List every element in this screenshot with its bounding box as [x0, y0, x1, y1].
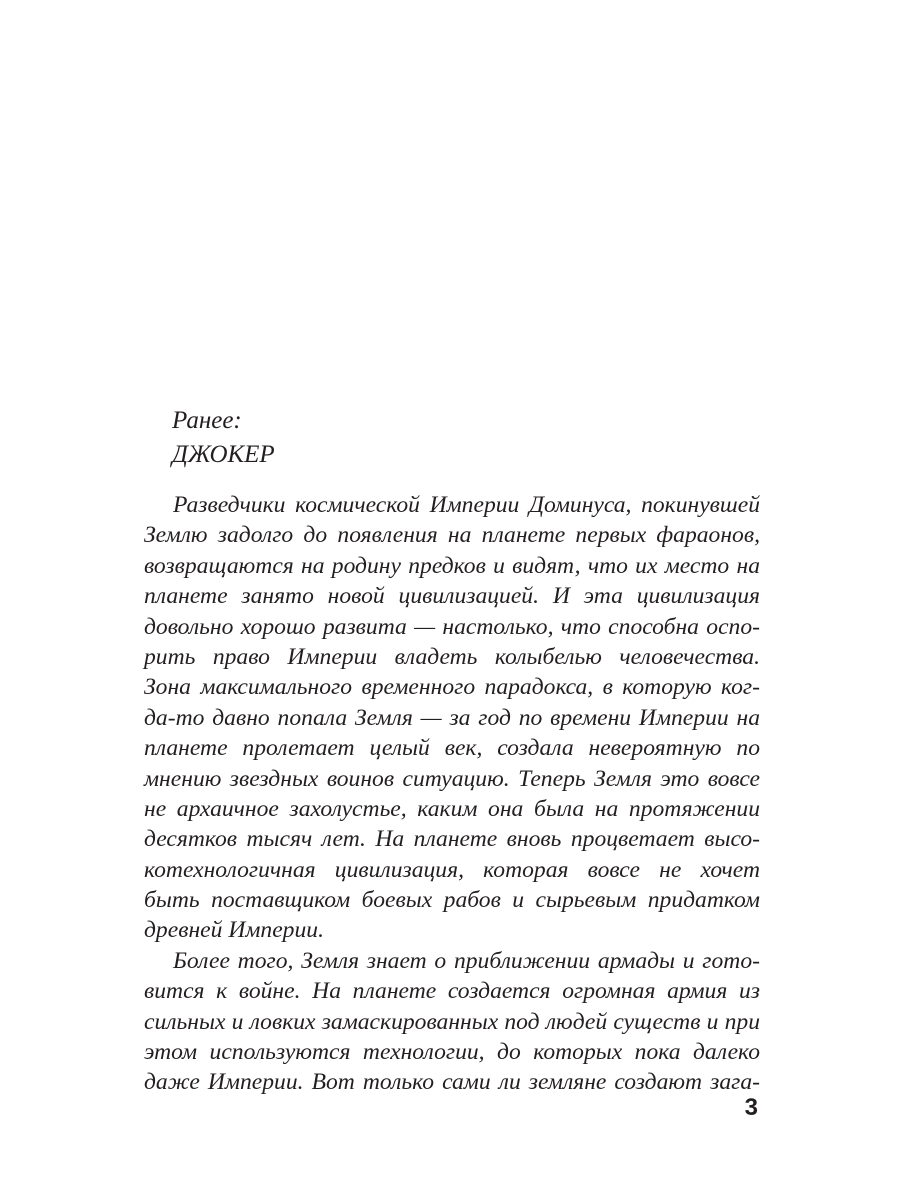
page-number: 3: [744, 1094, 758, 1121]
text-line: Землю задолго до появления на планете первых фараонов,: [144, 522, 760, 549]
text-line: Разведчики космической Империи Доминуса, покинувшей: [173, 492, 760, 518]
text-line: довольно хорошо развита — настолько, что способна оспо-: [144, 613, 760, 640]
text-line: этом используются технологии, до которых пока далеко: [144, 1039, 760, 1066]
text-line: сильных и ловких замаскированных под людей существ и при: [144, 1008, 760, 1035]
heading-label: Ранее:: [172, 407, 242, 434]
text-line: даже Империи. Вот только сами ли земляне создают зага-: [144, 1069, 760, 1096]
text-line: десятков тысяч лет. На планете вновь процветает высо-: [144, 826, 760, 853]
text-line: да-то давно попала Земля — за год по времени Империи на: [144, 704, 760, 731]
text-line: планете пролетает целый век, создала невероятную по: [144, 735, 760, 762]
text-line: не архаичное захолустье, каким она была на протяжении: [144, 795, 760, 822]
previous-book-title: ДЖОКЕР: [172, 441, 275, 468]
text-line: котехнологичная цивилизация, которая вовсе не хочет: [144, 856, 760, 883]
text-line: быть поставщиком боевых рабов и сырьевым придатком: [144, 887, 760, 914]
previous-book-heading: [172, 404, 275, 472]
text-line: возвращаются на родину предков и видят, что их место на: [144, 552, 760, 579]
text-line: планете занято новой цивилизацией. И эта цивилизация: [144, 583, 760, 610]
text-line: вится к войне. На планете создается огромная армия из: [144, 978, 760, 1005]
text-line: Зона максимального временного парадокса, в которую ког-: [144, 674, 760, 701]
synopsis-text: [144, 490, 760, 1098]
text-line: Более того, Земля знает о приближении армады и гото-: [173, 947, 760, 974]
text-line: древней Империи.: [144, 917, 324, 944]
text-line: рить право Империи владеть колыбелью человечества.: [144, 643, 760, 670]
text-line: мнению звездных воинов ситуацию. Теперь Земля это вовсе: [144, 765, 760, 792]
